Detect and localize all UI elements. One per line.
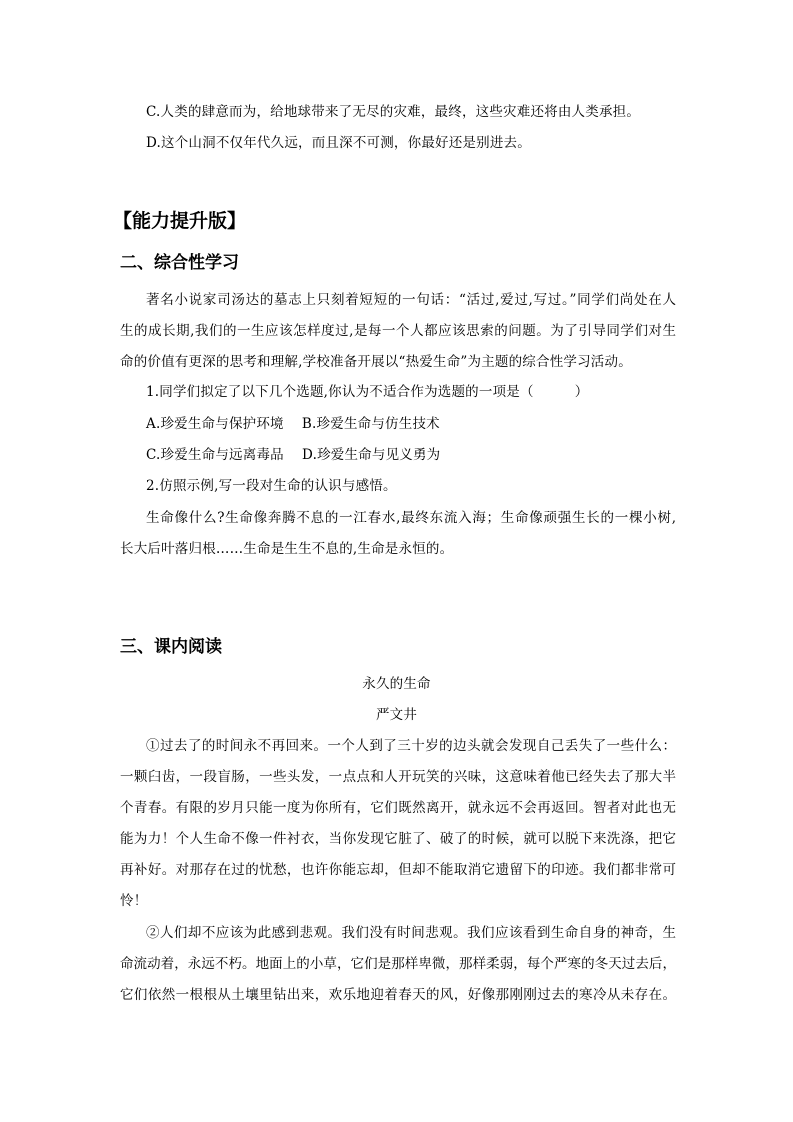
article-title: 永久的生命 — [362, 676, 431, 692]
question-1-options-cd: C.珍爱生命与远离毒品 D.珍爱生命与见义勇为 — [146, 447, 441, 463]
para1-line-6: 怜！ — [120, 893, 148, 909]
para1-line-5: 再补好。对那存在过的忧愁，也许你能忘却，但却不能取消它遗留下的印迹。我们都非常可 — [120, 862, 676, 878]
para1-line-2: 一颗臼齿，一段盲肠，一些头发，一点点和人开玩笑的兴味，这意味着他已经失去了那大半 — [120, 769, 676, 785]
option-d: D.这个山洞不仅年代久远，而且深不可测，你最好还是别进去。 — [146, 135, 531, 151]
section2-intro-line-1: 著名小说家司汤达的墓志上只刻着短短的一句话：“活过,爱过,写过。”同学们尚处在人 — [146, 292, 676, 308]
option-c: C.人类的肆意而为，给地球带来了无尽的灾难，最终，这些灾难还将由人类承担。 — [146, 104, 641, 120]
example-line-1: 生命像什么?生命像奔腾不息的一江春水,最终东流入海；生命像顽强生长的一棵小树, — [146, 510, 676, 526]
para1-line-4: 能为力！个人生命不像一件衬衣，当你发现它脏了、破了的时候，就可以脱下来洗涤，把它 — [120, 831, 676, 847]
question-1: 1.同学们拟定了以下几个选题,你认为不适合作为选题的一项是（ ） — [146, 384, 589, 400]
section3-title: 三、课内阅读 — [120, 637, 222, 657]
question-1-options-ab: A.珍爱生命与保护环境 B.珍爱生命与仿生技术 — [146, 416, 440, 432]
para1-line-3: 个青春。有限的岁月只能一度为你所有，它们既然离开，就永远不会再返回。智者对此也无 — [120, 800, 676, 816]
advanced-title: 【能力提升版】 — [113, 210, 247, 232]
example-line-2: 长大后叶落归根……生命是生生不息的,生命是永恒的。 — [120, 541, 454, 557]
para2-line-3: 它们依然一根根从土壤里钻出来，欢乐地迎着春天的风，好像那刚刚过去的寒冷从未存在。 — [120, 987, 676, 1003]
question-2: 2.仿照示例,写一段对生命的认识与感悟。 — [146, 478, 397, 494]
para2-line-2: 命流动着，永远不朽。地面上的小草，它们是那样卑微，那样柔弱，每个严寒的冬天过去后， — [120, 956, 676, 972]
section2-intro-line-3: 命的价值有更深的思考和理解,学校准备开展以“热爱生命”为主题的综合性学习活动。 — [120, 354, 632, 370]
article-author: 严文井 — [375, 707, 418, 723]
para2-line-1: ②人们却不应该为此感到悲观。我们没有时间悲观。我们应该看到生命自身的神奇，生 — [146, 925, 676, 941]
section2-intro-line-2: 生的成长期,我们的一生应该怎样度过,是每一个人都应该思索的问题。为了引导同学们对生 — [120, 323, 676, 339]
para1-line-1: ①过去了的时间永不再回来。一个人到了三十岁的边头就会发现自己丢失了一些什么： — [146, 738, 676, 754]
section2-title: 二、综合性学习 — [120, 253, 239, 273]
